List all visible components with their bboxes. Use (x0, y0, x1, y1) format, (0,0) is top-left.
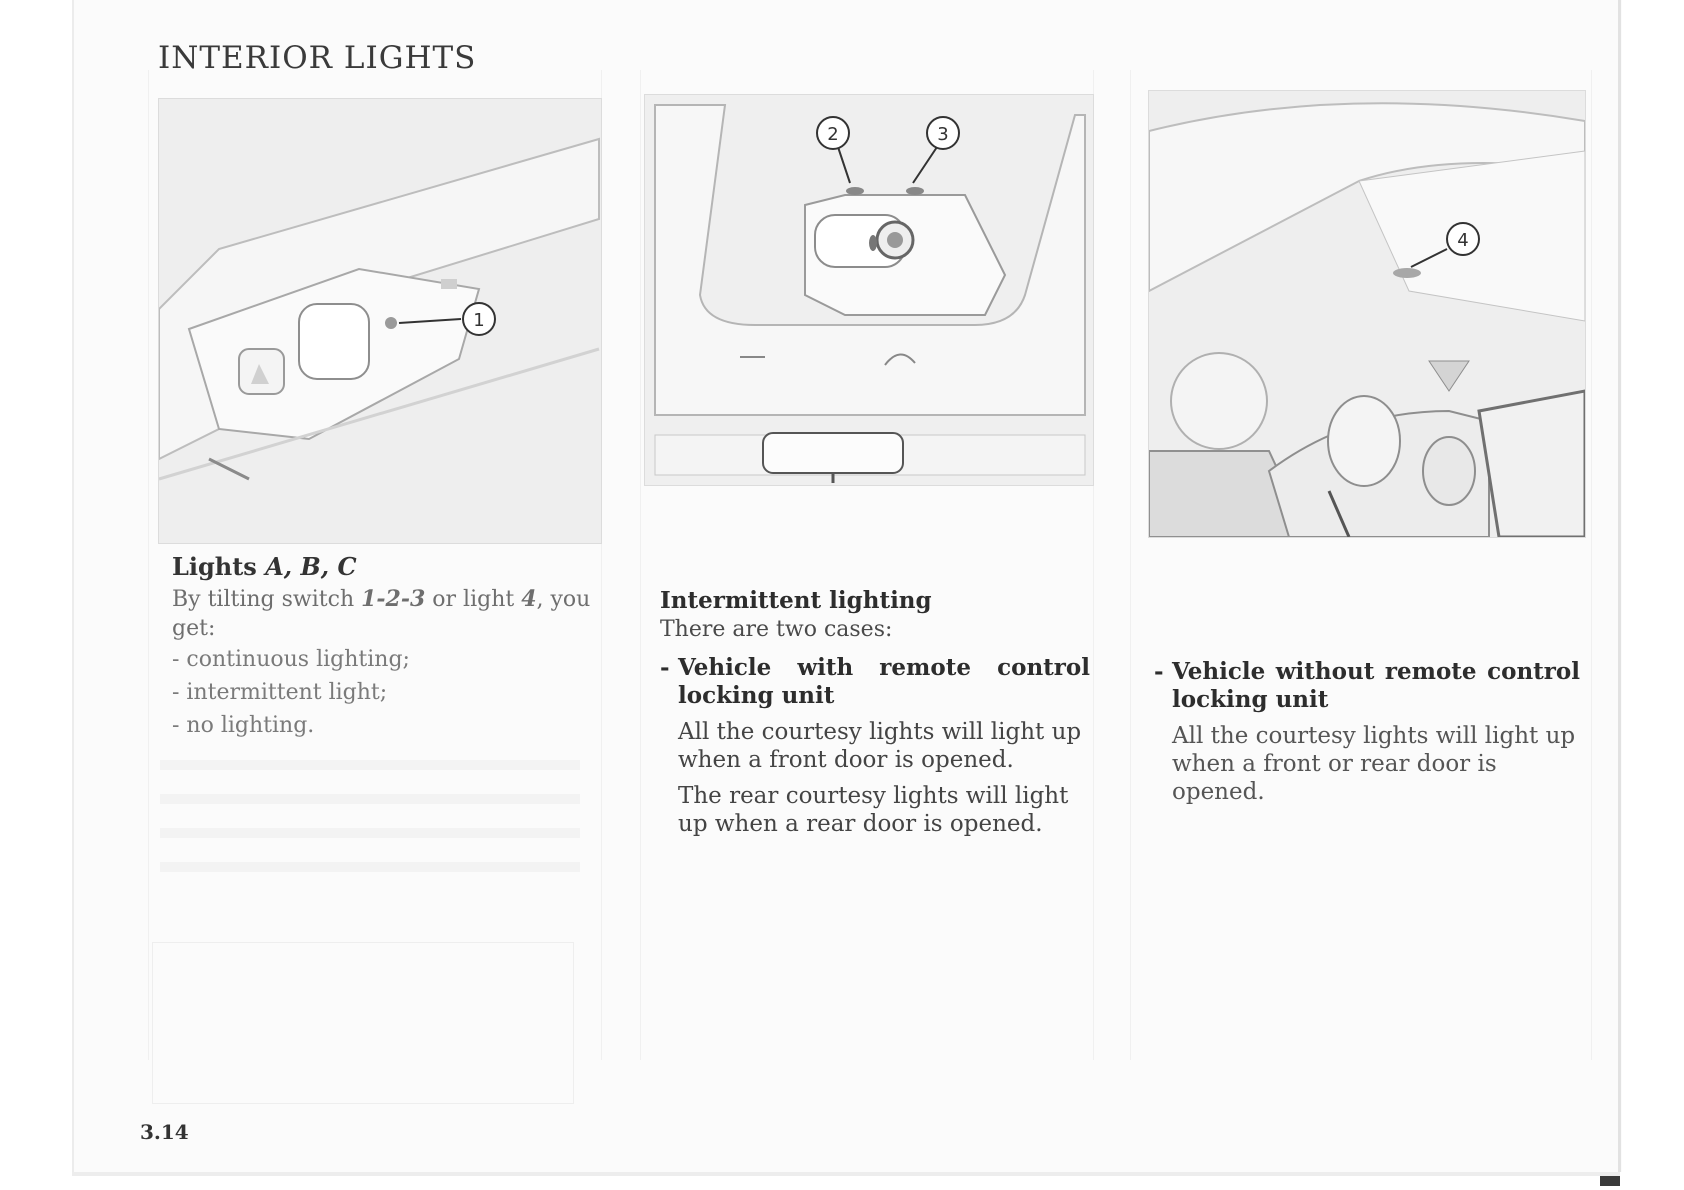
faded-note-box (152, 942, 574, 1104)
lights-abc-section (172, 552, 602, 744)
remote-control-case-heading (660, 654, 1090, 710)
remote-control-case-label: Vehicle with remote control locking unit (678, 654, 1090, 709)
callout-label-3: 3 (937, 124, 949, 145)
no-remote-control-door-text: All the courtesy lights will light up when a front or rear door is opened. (1172, 723, 1576, 805)
intermittent-lighting-heading: Intermittent lighting (660, 587, 932, 614)
lights-abc-heading-letters: A, B, C (265, 552, 357, 581)
callout-label-2: 2 (827, 124, 839, 145)
intro-switch-ref: 1-2-3 (361, 586, 426, 612)
figure-overhead-console-drawing (159, 99, 601, 543)
no-remote-control-case-heading (1154, 658, 1580, 714)
lighting-modes-list (172, 645, 602, 740)
intermittent-lighting-intro: There are two cases: (660, 617, 893, 642)
page-number: 3.14 (140, 1120, 189, 1144)
callout-label-1: 1 (473, 310, 485, 331)
list-item: - no lighting. (172, 713, 315, 738)
page-title: INTERIOR LIGHTS (158, 40, 477, 76)
lights-abc-heading-prefix: Lights (172, 552, 266, 581)
intro-light-ref: 4 (521, 586, 537, 612)
lights-abc-heading (172, 552, 602, 581)
remote-control-rear-door-text: The rear courtesy lights will light up when a rear door is opened. (678, 783, 1069, 837)
figure-roof-light-panel-drawing (645, 95, 1093, 485)
faded-background-text (160, 760, 580, 896)
figure-rear-cabin-light-drawing (1149, 91, 1585, 537)
intro-suffix: , you get: (172, 587, 591, 641)
page-edge-bottom (72, 1172, 1620, 1176)
figure-overhead-console (158, 98, 602, 544)
intermittent-lighting-section (660, 586, 1090, 846)
callout-label-4: 4 (1457, 230, 1469, 251)
figure-roof-light-panel (644, 94, 1094, 486)
intro-mid: or light (425, 587, 522, 612)
bullet-dash: - (660, 654, 670, 681)
no-remote-control-section (1154, 658, 1580, 814)
no-remote-control-case-label: Vehicle without remote control locking unit (1172, 658, 1580, 713)
remote-control-front-door-text: All the courtesy lights will light up when a front door is opened. (678, 719, 1082, 773)
list-item: - intermittent light; (172, 680, 388, 705)
intro-prefix: By tilting switch (172, 587, 362, 612)
figure-rear-cabin-light (1148, 90, 1586, 538)
bullet-dash: - (1154, 658, 1164, 685)
lights-abc-intro (172, 585, 602, 643)
page-edge-right (1618, 0, 1621, 1172)
binding-shadow (1600, 1176, 1620, 1186)
list-item: - continuous lighting; (172, 647, 410, 672)
